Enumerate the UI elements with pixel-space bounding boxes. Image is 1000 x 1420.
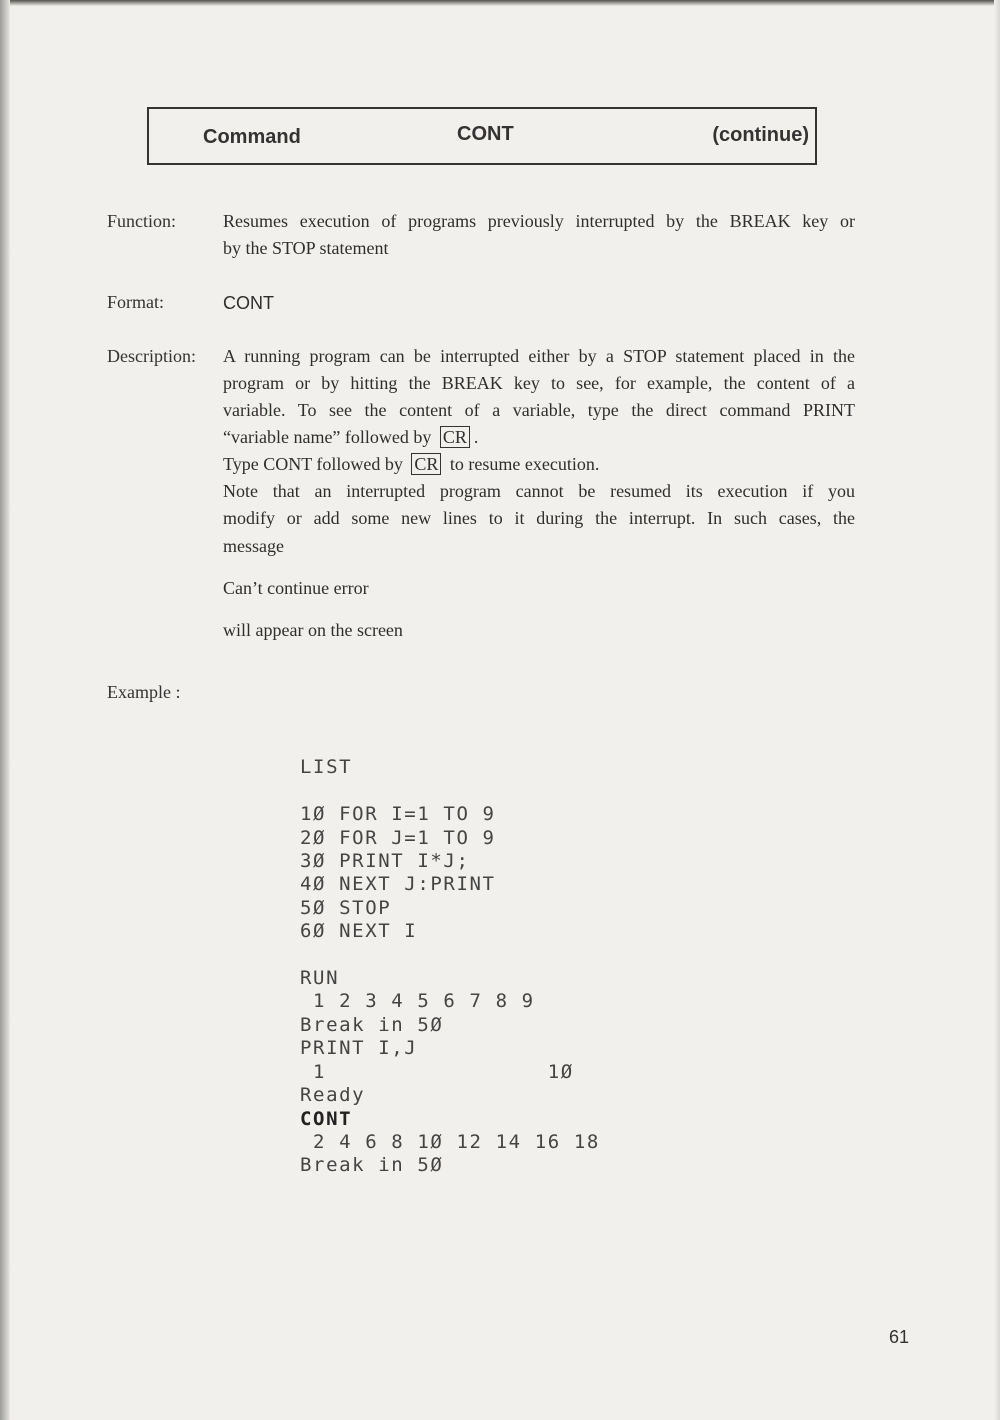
- description-line-2: program or by hitting the BREAK key to see, for example, the content of a: [223, 373, 855, 393]
- command-header-box: [147, 107, 817, 165]
- description-line-8: message: [223, 536, 284, 556]
- header-command-name: CONT: [457, 123, 514, 145]
- header-command-label: Command: [203, 126, 301, 148]
- cr-key-icon: CR: [440, 426, 470, 448]
- description-label: Description:: [107, 346, 196, 366]
- description-line-1: A running program can be interrupted either by a STOP statement placed in the: [223, 346, 855, 366]
- code-line: 4Ø NEXT J:PRINT: [300, 873, 496, 896]
- code-line: [300, 780, 600, 803]
- description-line-4: [223, 424, 855, 451]
- function-line-2: by the STOP statement: [223, 238, 389, 258]
- description-line-5-end: to resume execution.: [449, 454, 600, 474]
- error-message: Can’t continue error: [223, 578, 369, 598]
- format-value: CONT: [223, 293, 274, 313]
- code-line: [300, 944, 600, 967]
- description-line-3: variable. To see the content of a variable, type the direct command PRINT: [223, 400, 855, 420]
- code-line: 2Ø FOR J=1 TO 9: [300, 826, 496, 849]
- code-line: Ready: [300, 1084, 366, 1107]
- code-line: 2 4 6 8 1Ø 12 14 16 18: [300, 1130, 600, 1153]
- page-edge-right: [994, 0, 1000, 1420]
- description-line-4-end: .: [473, 427, 479, 447]
- example-label: Example :: [107, 682, 181, 702]
- cr-key-icon: CR: [411, 453, 441, 475]
- header-continue-label: (continue): [712, 124, 809, 146]
- description-line-5-text: Type CONT followed by: [223, 454, 403, 474]
- code-line: 6Ø NEXT I: [300, 920, 418, 943]
- function-line-1: Resumes execution of programs previously interrupted by the BREAK key or: [223, 211, 855, 231]
- example-code-listing: [300, 733, 600, 1201]
- code-line: 1 1Ø: [300, 1060, 574, 1083]
- page-edge-top: [0, 0, 1000, 6]
- code-line: 1Ø FOR I=1 TO 9: [300, 803, 496, 826]
- code-line: RUN: [300, 967, 340, 990]
- code-line: Break in 5Ø: [300, 1013, 444, 1036]
- description-line-5: [223, 451, 855, 478]
- description-line-4-text: “variable name” followed by: [223, 427, 432, 447]
- code-line: 1 2 3 4 5 6 7 8 9: [300, 990, 535, 1013]
- description-line-7: modify or add some new lines to it during the interrupt. In such cases, the: [223, 508, 855, 528]
- code-line: 3Ø PRINT I*J;: [300, 850, 470, 873]
- code-line: LIST: [300, 756, 353, 779]
- appear-text: will appear on the screen: [223, 620, 403, 640]
- format-label: Format:: [107, 292, 164, 312]
- page-edge-left: [0, 0, 10, 1420]
- code-line: Break in 5Ø: [300, 1154, 444, 1177]
- code-line: PRINT I,J: [300, 1037, 418, 1060]
- code-line-cont: CONT: [300, 1107, 353, 1130]
- description-line-6: Note that an interrupted program cannot be resumed its execution if you: [223, 481, 855, 501]
- code-line: 5Ø STOP: [300, 896, 392, 919]
- function-label: Function:: [107, 211, 177, 231]
- page-number: 61: [889, 1327, 910, 1347]
